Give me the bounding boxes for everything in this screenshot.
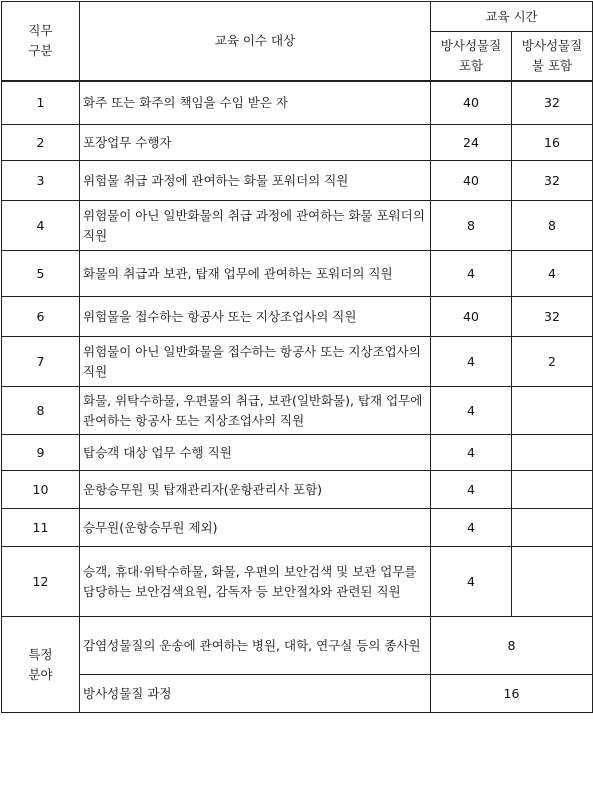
- row-hours-with-cell: 4: [431, 251, 512, 297]
- table-row: [2, 387, 593, 435]
- row-hours-with-cell: 4: [431, 337, 512, 387]
- row-hours-without-cell: 4: [512, 251, 593, 297]
- row-hours-without-cell: 32: [512, 297, 593, 337]
- row-number-cell: 10: [2, 471, 80, 509]
- row-hours-without-cell: [512, 471, 593, 509]
- row-number-cell: 3: [2, 161, 80, 201]
- row-hours-without-cell: [512, 435, 593, 471]
- row-target-cell: 화물의 취급과 보관, 탑재 업무에 관여하는 포워더의 직원: [80, 251, 431, 297]
- special-target-cell: 방사성물질 과정: [80, 675, 431, 713]
- row-hours-with-cell: 40: [431, 81, 512, 125]
- table-row: [2, 297, 593, 337]
- header-row-top: [2, 2, 593, 32]
- row-hours-with-cell: 4: [431, 471, 512, 509]
- row-target-cell: 위험물이 아닌 일반화물을 접수하는 항공사 또는 지상조업사의 직원: [80, 337, 431, 387]
- row-hours-with-cell: 4: [431, 387, 512, 435]
- header-with-radioactive: 방사성물질 포함: [431, 32, 512, 81]
- row-target-cell: 위험물을 접수하는 항공사 또는 지상조업사의 직원: [80, 297, 431, 337]
- special-field-label: 특정 분야: [2, 617, 80, 713]
- training-hours-table: [1, 1, 593, 713]
- row-hours-without-cell: 32: [512, 81, 593, 125]
- row-number-cell: 4: [2, 201, 80, 251]
- table-row: [2, 435, 593, 471]
- row-target-cell: 탑승객 대상 업무 수행 직원: [80, 435, 431, 471]
- row-number-cell: 11: [2, 509, 80, 547]
- table-row: [2, 337, 593, 387]
- row-target-cell: 위험물이 아닌 일반화물의 취급 과정에 관여하는 화물 포워더의 직원: [80, 201, 431, 251]
- row-target-cell: 화주 또는 화주의 책임을 수임 받은 자: [80, 81, 431, 125]
- row-target-cell: 승무원(운항승무원 제외): [80, 509, 431, 547]
- table-row: [2, 201, 593, 251]
- special-row: [2, 675, 593, 713]
- row-target-cell: 운항승무원 및 탑재관리자(운항관리사 포함): [80, 471, 431, 509]
- table-row: [2, 81, 593, 125]
- row-hours-without-cell: [512, 387, 593, 435]
- row-number-cell: 6: [2, 297, 80, 337]
- special-target-cell: 감염성물질의 운송에 관여하는 병원, 대학, 연구실 등의 종사원: [80, 617, 431, 675]
- row-hours-with-cell: 24: [431, 125, 512, 161]
- row-target-cell: 위험물 취급 과정에 관여하는 화물 포워더의 직원: [80, 161, 431, 201]
- row-hours-without-cell: [512, 509, 593, 547]
- row-hours-with-cell: 40: [431, 297, 512, 337]
- row-hours-with-cell: 4: [431, 509, 512, 547]
- header-target: 교육 이수 대상: [80, 2, 431, 81]
- row-hours-without-cell: 16: [512, 125, 593, 161]
- row-number-cell: 12: [2, 547, 80, 617]
- row-hours-with-cell: 40: [431, 161, 512, 201]
- row-number-cell: 8: [2, 387, 80, 435]
- row-target-cell: 포장업무 수행자: [80, 125, 431, 161]
- special-hours-cell: 8: [431, 617, 593, 675]
- special-row: [2, 617, 593, 675]
- header-hours: 교육 시간: [431, 2, 593, 32]
- table-row: [2, 251, 593, 297]
- row-hours-without-cell: 2: [512, 337, 593, 387]
- row-hours-without-cell: [512, 547, 593, 617]
- table-row: [2, 547, 593, 617]
- row-number-cell: 5: [2, 251, 80, 297]
- row-number-cell: 9: [2, 435, 80, 471]
- header-job-class: 직무 구분: [2, 2, 80, 81]
- table-row: [2, 509, 593, 547]
- table-row: [2, 161, 593, 201]
- row-number-cell: 7: [2, 337, 80, 387]
- header-without-radioactive: 방사성물질 불 포함: [512, 32, 593, 81]
- table-row: [2, 471, 593, 509]
- row-target-cell: 화물, 위탁수하물, 우편물의 취급, 보관(일반화물), 탑재 업무에 관여하는 항공사 또는 지상조업사의 직원: [80, 387, 431, 435]
- row-hours-without-cell: 8: [512, 201, 593, 251]
- row-hours-with-cell: 4: [431, 435, 512, 471]
- table-row: [2, 125, 593, 161]
- row-hours-without-cell: 32: [512, 161, 593, 201]
- row-hours-with-cell: 4: [431, 547, 512, 617]
- row-hours-with-cell: 8: [431, 201, 512, 251]
- row-number-cell: 1: [2, 81, 80, 125]
- special-hours-cell: 16: [431, 675, 593, 713]
- row-number-cell: 2: [2, 125, 80, 161]
- row-target-cell: 승객, 휴대·위탁수하물, 화물, 우편의 보안검색 및 보관 업무를 담당하는 보안검색요원, 감독자 등 보안절차와 관련된 직원: [80, 547, 431, 617]
- table-body: [2, 2, 593, 713]
